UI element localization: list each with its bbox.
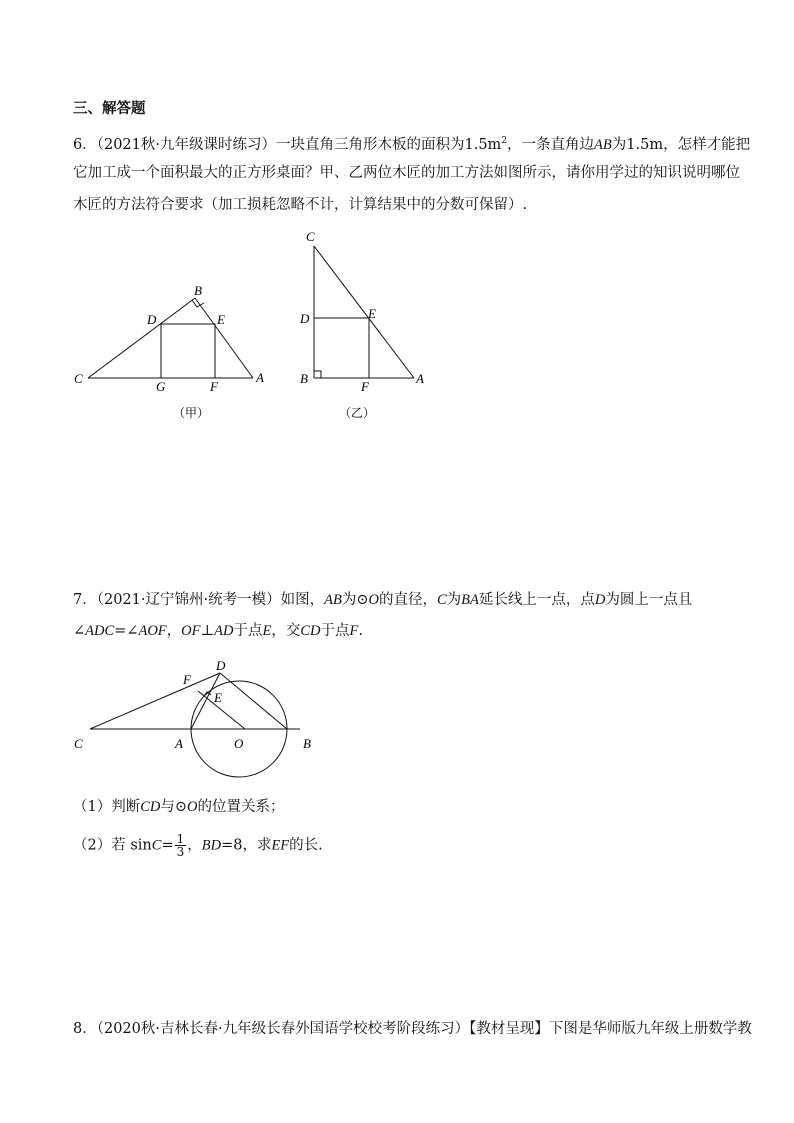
right-angle-mark-b xyxy=(314,371,321,378)
q7-d: D xyxy=(594,592,606,608)
q7-ad: AD xyxy=(214,623,234,639)
q7-p2-text: ， xyxy=(187,837,202,854)
fraction-denominator: 3 xyxy=(176,845,185,859)
caption-jia: （甲） xyxy=(173,406,210,420)
q7-p2-c: C xyxy=(151,837,162,854)
q8-text: （2020秋·吉林长春·九年级长春外国语学校校考阶段练习）【教材呈现】下图是华师版九年级上册数学教 xyxy=(96,1021,752,1037)
label-o: O xyxy=(234,736,244,751)
segment-cb xyxy=(88,298,195,378)
q6-length: 1.5m xyxy=(626,136,664,153)
q6-text: ，怎样才能把 xyxy=(663,136,751,153)
q7-p1-text: （1）判断 xyxy=(73,799,141,815)
q7-p2-text: =8，求 xyxy=(221,837,272,854)
fraction-one-third xyxy=(175,833,187,858)
q6-line-3: 木匠的方法符合要求（加工损耗忽略不计，计算结果中的分数可保留）. xyxy=(73,197,528,213)
q7-text: ，交 xyxy=(271,623,301,639)
q6-area-sup: 2 xyxy=(501,136,508,146)
label-d: D xyxy=(216,658,226,673)
q6-line-1 xyxy=(73,131,750,155)
q6-text: ，一条直角边 xyxy=(507,136,595,153)
q7-cd: CD xyxy=(300,623,321,639)
q7-line-2 xyxy=(73,621,363,641)
q8-number: 8． xyxy=(73,1021,97,1037)
label-c: C xyxy=(74,736,83,751)
label-f: F xyxy=(183,672,191,687)
q7-text: 的直径， xyxy=(378,592,437,608)
q7-text: ， xyxy=(166,623,182,639)
q6-line-2: 它加工成一个面积最大的正方形桌面？甲、乙两位木匠的加工方法如图所示，请你用学过的知识说明哪位 xyxy=(73,165,740,181)
q7-part-2 xyxy=(73,833,323,858)
label-c: C xyxy=(306,229,315,244)
q7-text: 为圆上一点且 xyxy=(605,592,693,608)
q6-ab: AB xyxy=(594,136,612,153)
q7-text: 于点 xyxy=(233,623,263,639)
label-a: A xyxy=(175,736,183,751)
label-a: A xyxy=(416,371,424,386)
right-angle-mark-b xyxy=(192,300,204,307)
q7-of: OF xyxy=(181,623,201,639)
label-c: C xyxy=(74,371,83,386)
segment-ca xyxy=(314,246,414,378)
q7-p2-bd: BD xyxy=(201,837,222,854)
q7-part-1 xyxy=(73,797,285,817)
segment-ba xyxy=(195,298,253,378)
label-b: B xyxy=(194,283,202,298)
q6-text: 一块直角三角形木板的面积为 xyxy=(276,136,465,153)
q7-p1-o: O xyxy=(187,799,198,815)
q7-e: E xyxy=(262,623,272,639)
q7-p1-cd: CD xyxy=(140,799,161,815)
fraction-numerator: 1 xyxy=(176,832,185,846)
label-f: F xyxy=(361,379,369,394)
figure-q7 xyxy=(70,652,330,787)
q7-c: C xyxy=(436,592,447,608)
label-f: F xyxy=(210,379,218,394)
square-degf xyxy=(161,324,215,378)
q7-text: 延长线上一点，点 xyxy=(478,592,595,608)
label-d: D xyxy=(300,311,310,326)
q7-f: F xyxy=(349,623,359,639)
q7-p1-text: 与⊙ xyxy=(160,799,188,815)
q7-angle-aof: ∠AOF xyxy=(126,623,167,639)
q6-text: 为 xyxy=(611,136,627,153)
q7-number: 7． xyxy=(73,592,97,608)
q7-text: = xyxy=(114,623,127,639)
q7-line-1 xyxy=(73,590,692,610)
label-e: E xyxy=(368,306,376,321)
figure-jia xyxy=(70,280,270,425)
q7-ba: BA xyxy=(461,592,479,608)
label-a: A xyxy=(256,370,264,385)
q6-number: 6． xyxy=(73,136,97,153)
label-e: E xyxy=(217,312,225,327)
label-d: D xyxy=(147,312,157,327)
label-g: G xyxy=(156,379,166,394)
label-b: B xyxy=(303,736,311,751)
segment-db xyxy=(220,673,287,729)
label-b: B xyxy=(300,371,308,386)
q7-ab: AB xyxy=(324,592,342,608)
q6-area: 1.5m xyxy=(464,136,502,153)
q7-p2-text: （2）若 sin xyxy=(73,837,152,854)
q7-p2-ef: EF xyxy=(271,837,290,854)
q7-text: 于点 xyxy=(320,623,350,639)
q6-source: （2021秋·九年级课时练习） xyxy=(96,136,276,153)
q7-p2-text: = xyxy=(161,837,174,854)
q7-angle-adc: ∠ADC xyxy=(73,623,115,639)
figure-yi xyxy=(296,228,436,425)
q7-text: 为⊙ xyxy=(341,592,369,608)
q7-text: 为 xyxy=(446,592,462,608)
q7-p1-text: 的位置关系； xyxy=(197,799,285,815)
q7-source: （2021·辽宁锦州·统考一模） xyxy=(96,592,281,608)
q7-text: . xyxy=(358,623,363,639)
q7-o: O xyxy=(368,592,379,608)
q8-line-1 xyxy=(73,1019,752,1039)
caption-yi: （乙） xyxy=(339,406,376,420)
q7-text: 如图， xyxy=(280,592,325,608)
section-title: 三、解答题 xyxy=(73,100,146,117)
label-e: E xyxy=(214,690,222,705)
q7-perp: ⊥ xyxy=(200,623,215,639)
q7-p2-text: 的长. xyxy=(289,837,323,854)
